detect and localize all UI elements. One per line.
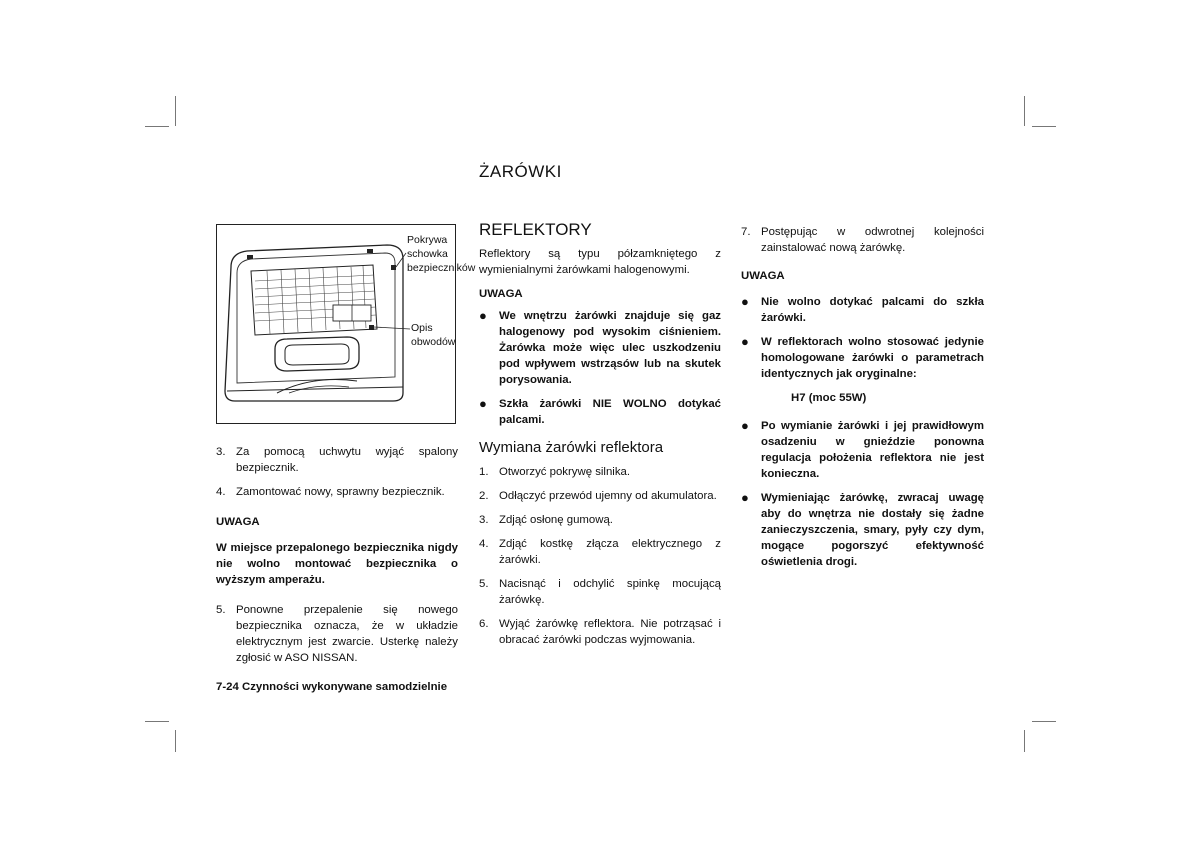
warning-bullets [479, 308, 721, 428]
list-item: 6. Wyjąć żarówkę reflektora. Nie potrząsać i obracać żarówki podczas wyjmowania. [479, 618, 721, 646]
warning-label: UWAGA [741, 270, 785, 282]
callout-fuse-box-cover: Pokrywa schowka bezpieczników [407, 234, 476, 274]
intro-text: Reflektory są typu półzamkniętego z wymienialnymi żarówkami halogenowymi. [479, 248, 721, 276]
list-item: 5. Nacisnąć i odchylić spinkę mocującą żarówkę. [479, 578, 721, 606]
list-item: ● Po wymianie żarówki i jej prawidłowym osadzeniu w gnieździe ponowna regulacja położenia reflektora nie jest konieczna. [741, 418, 984, 480]
list-item: 2. Odłączyć przewód ujemny od akumulatora. [479, 490, 717, 502]
bullet-icon: ● [741, 418, 749, 433]
list-item: 3. Za pomocą uchwytu wyjąć spalony bezpiecznik. [216, 446, 458, 474]
left-column [216, 224, 476, 674]
crop-mark [1024, 96, 1025, 126]
list-item: 1. Otworzyć pokrywę silnika. [479, 466, 631, 478]
bullet-icon: ● [741, 334, 749, 349]
fuse-steps-list [216, 444, 458, 500]
fuse-box-illustration [216, 224, 476, 424]
list-item: 5. Ponowne przepalenie się nowego bezpiecznika oznacza, że w układzie elektrycznym jest zwarcie. Usterkę należy zgłosić w ASO NISSAN. [216, 604, 458, 664]
list-item: 4. Zamontować nowy, sprawny bezpiecznik. [216, 486, 445, 498]
list-item: ● We wnętrzu żarówki znajduje się gaz halogenowy pod wysokim ciśnieniem. Żarówka może więc ulec uszkodzeniu pod wpływem wstrząsów lub na skutek porysowania. [479, 308, 721, 386]
crop-mark [145, 721, 169, 722]
fuse-steps-list-continued [216, 602, 458, 666]
middle-column [479, 222, 721, 656]
list-item: ● W reflektorach wolno stosować jedynie homologowane żarówki o parametrach identycznych jak oryginalne: [741, 334, 984, 380]
crop-mark [1024, 730, 1025, 752]
list-item: ● Szkła żarówki NIE WOLNO dotykać palcami. [479, 396, 721, 426]
page-footer: 7-24 Czynności wykonywane samodzielnie [216, 681, 448, 693]
bulb-steps-list [479, 464, 721, 648]
warning-bullets-continued [741, 418, 984, 570]
crop-mark [145, 126, 169, 127]
section-heading-headlights: REFLEKTORY [479, 220, 592, 239]
warning-label: UWAGA [216, 516, 260, 528]
crop-mark [1032, 126, 1056, 127]
list-item: 4. Zdjąć kostkę złącza elektrycznego z żarówki. [479, 538, 721, 566]
crop-mark [175, 96, 176, 126]
bulb-steps-list-continued [741, 224, 984, 256]
warning-text: W miejsce przepalonego bezpiecznika nigdy nie wolno montować bezpiecznika o wyższym amperażu. [216, 542, 458, 586]
warning-label: UWAGA [479, 288, 523, 300]
crop-mark [1032, 721, 1056, 722]
list-item: 7. Postępując w odwrotnej kolejności zainstalować nową żarówkę. [741, 226, 984, 254]
crop-mark [175, 730, 176, 752]
list-item: ● Wymieniając żarówkę, zwracaj uwagę aby do wnętrza nie dostały się żadne zanieczyszczenia, smary, pyły czy dym, mogące pogorszyć efektywność oświetlenia drogi. [741, 490, 984, 568]
bullet-icon: ● [479, 308, 487, 323]
list-item: 3. Zdjąć osłonę gumową. [479, 514, 613, 526]
right-column [741, 224, 984, 578]
bullet-icon: ● [741, 490, 749, 505]
list-item: ● Nie wolno dotykać palcami do szkła żarówki. [741, 294, 984, 324]
page-title: ŻARÓWKI [479, 162, 562, 181]
subheading-bulb-replacement: Wymiana żarówki reflektora [479, 439, 664, 456]
bulb-spec: H7 (moc 55W) [791, 392, 867, 404]
warning-bullets [741, 294, 984, 382]
bullet-icon: ● [479, 396, 487, 411]
bullet-icon: ● [741, 294, 749, 309]
callout-circuit-description: Opis obwodów [411, 322, 456, 348]
